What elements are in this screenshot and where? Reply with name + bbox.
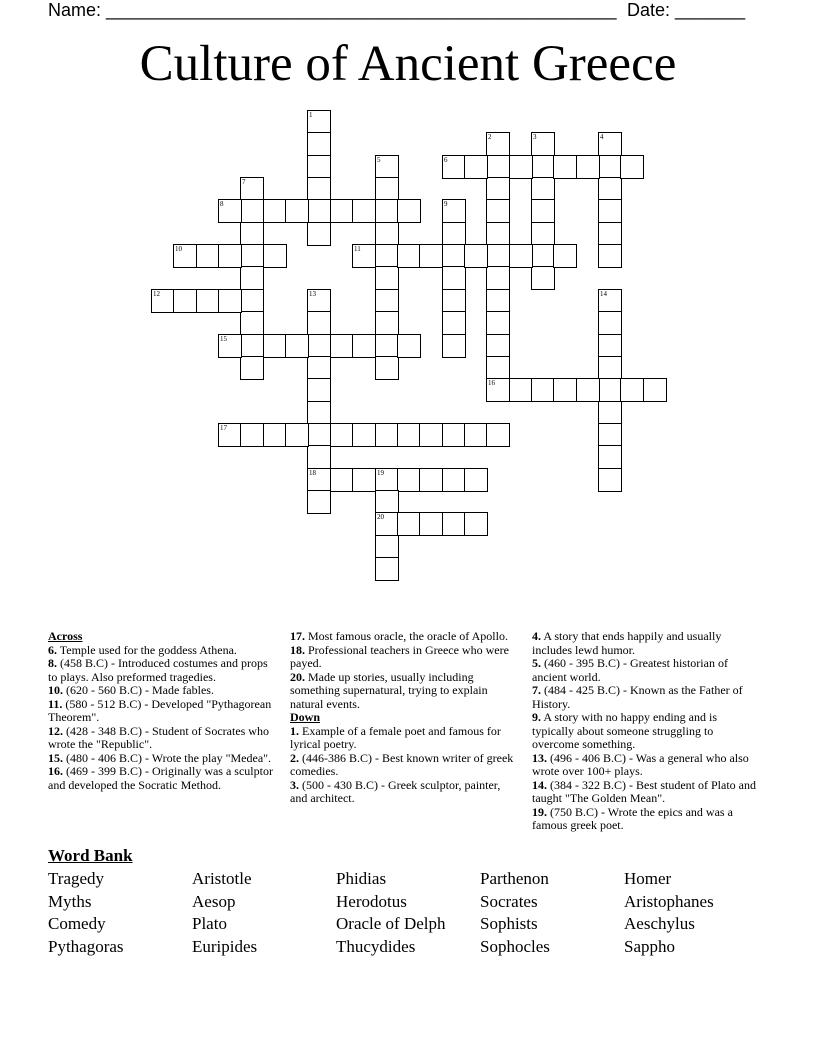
clue-down-4: 4. A story that ends happily and usually includes lewd humor. <box>532 629 722 657</box>
word-bank-item: Myths <box>48 891 92 911</box>
cell-number: 15 <box>220 335 227 343</box>
crossword-cell[interactable] <box>397 199 421 223</box>
clues-column-2 <box>290 630 518 806</box>
crossword-cell[interactable] <box>442 423 466 447</box>
crossword-cell[interactable] <box>218 199 242 223</box>
crossword-cell[interactable] <box>598 132 622 156</box>
word-bank-item: Comedy <box>48 914 106 934</box>
crossword-cell[interactable] <box>307 378 331 402</box>
crossword-cell[interactable] <box>263 199 287 223</box>
crossword-cell[interactable] <box>330 423 354 447</box>
crossword-cell[interactable] <box>240 266 264 290</box>
clue-across-18: 18. Professional teachers in Greece who were payed. <box>290 642 509 670</box>
across-heading: Across <box>48 629 83 643</box>
cell-number: 10 <box>175 245 182 253</box>
crossword-cell[interactable] <box>486 222 510 246</box>
crossword-cell[interactable] <box>240 356 264 380</box>
cell-number: 12 <box>153 290 160 298</box>
crossword-cell[interactable] <box>486 289 510 313</box>
crossword-cell[interactable] <box>509 378 533 402</box>
crossword-cell[interactable] <box>375 266 399 290</box>
crossword-cell[interactable] <box>397 468 421 492</box>
clue-down-13: 13. (496 - 406 B.C) - Was a general who also wrote over 100+ plays. <box>532 750 749 778</box>
cell-number: 18 <box>309 469 316 477</box>
crossword-cell[interactable] <box>240 177 264 201</box>
cell-number: 16 <box>488 379 495 387</box>
crossword-cell[interactable] <box>531 222 555 246</box>
crossword-cell[interactable] <box>442 222 466 246</box>
crossword-cell[interactable] <box>598 401 622 425</box>
crossword-cell[interactable] <box>598 199 622 223</box>
crossword-cell[interactable] <box>196 244 220 268</box>
crossword-cell[interactable] <box>643 378 667 402</box>
crossword-cell[interactable] <box>531 155 555 179</box>
crossword-cell[interactable] <box>442 244 466 268</box>
crossword-cell[interactable] <box>442 468 466 492</box>
crossword-cell[interactable] <box>486 311 510 335</box>
crossword-cell[interactable] <box>598 222 622 246</box>
word-bank-item: Sophists <box>480 914 538 934</box>
crossword-cell[interactable] <box>285 334 309 358</box>
crossword-cell[interactable] <box>375 535 399 559</box>
crossword-cell[interactable] <box>419 423 443 447</box>
crossword-cell[interactable] <box>598 244 622 268</box>
crossword-cell[interactable] <box>375 490 399 514</box>
crossword-cell[interactable] <box>509 155 533 179</box>
crossword-cell[interactable] <box>553 378 577 402</box>
crossword-cell[interactable] <box>218 334 242 358</box>
crossword-cell[interactable] <box>240 222 264 246</box>
crossword-cell[interactable] <box>330 199 354 223</box>
crossword-cell[interactable] <box>307 490 331 514</box>
crossword-cell[interactable] <box>620 378 644 402</box>
crossword-cell[interactable] <box>397 334 421 358</box>
crossword-cell[interactable] <box>307 177 331 201</box>
clue-down-7: 7. (484 - 425 B.C) - Known as the Father of History. <box>532 683 743 711</box>
clue-across-6: 6. Temple used for the goddess Athena. <box>48 642 237 657</box>
clue-down-19: 19. (750 B.C) - Wrote the epics and was a famous greek poet. <box>532 804 733 832</box>
crossword-cell[interactable] <box>375 177 399 201</box>
crossword-cell[interactable] <box>486 266 510 290</box>
cell-number: 17 <box>220 424 227 432</box>
crossword-cell[interactable] <box>307 356 331 380</box>
crossword-cell[interactable] <box>464 155 488 179</box>
word-bank-item: Homer <box>624 869 672 888</box>
cell-number: 9 <box>444 200 448 208</box>
cell-number: 3 <box>533 133 537 141</box>
crossword-cell[interactable] <box>285 423 309 447</box>
cell-number: 6 <box>444 156 448 164</box>
word-bank-item: Aristophanes <box>624 891 714 911</box>
crossword-cell[interactable] <box>375 289 399 313</box>
crossword-cell[interactable] <box>375 423 399 447</box>
crossword-cell[interactable] <box>218 289 242 313</box>
clue-across-16: 16. (469 - 399 B.C) - Originally was a sculptor and developed the Socratic Method. <box>48 764 273 792</box>
crossword-cell[interactable] <box>240 423 264 447</box>
crossword-cell[interactable] <box>375 222 399 246</box>
crossword-cell[interactable] <box>598 468 622 492</box>
cell-number: 1 <box>309 111 313 119</box>
clue-across-17: 17. Most famous oracle, the oracle of Apollo. <box>290 629 508 643</box>
crossword-cell[interactable] <box>553 244 577 268</box>
crossword-cell[interactable] <box>263 244 287 268</box>
word-bank-item: Sappho <box>624 937 675 957</box>
crossword-cell[interactable] <box>375 356 399 380</box>
crossword-cell[interactable] <box>464 468 488 492</box>
crossword-cell[interactable] <box>352 244 376 268</box>
crossword-cell[interactable] <box>598 378 622 402</box>
word-bank-item: Plato <box>192 914 227 934</box>
crossword-cell[interactable] <box>442 289 466 313</box>
word-bank-item: Pythagoras <box>48 937 124 957</box>
crossword-cell[interactable] <box>576 155 600 179</box>
crossword-cell[interactable] <box>419 244 443 268</box>
word-bank <box>48 868 768 959</box>
crossword-cell[interactable] <box>352 199 376 223</box>
crossword-cell[interactable] <box>307 401 331 425</box>
word-bank-item: Aristotle <box>192 869 252 888</box>
crossword-cell[interactable] <box>397 423 421 447</box>
crossword-cell[interactable] <box>375 311 399 335</box>
crossword-cell[interactable] <box>598 177 622 201</box>
cell-number: 7 <box>242 178 246 186</box>
crossword-cell[interactable] <box>486 334 510 358</box>
cell-number: 13 <box>309 290 316 298</box>
crossword-cell[interactable] <box>464 244 488 268</box>
crossword-cell[interactable] <box>375 512 399 536</box>
crossword-cell[interactable] <box>307 334 331 358</box>
crossword-cell[interactable] <box>598 311 622 335</box>
crossword-cell[interactable] <box>151 289 175 313</box>
crossword-cell[interactable] <box>307 468 331 492</box>
crossword-cell[interactable] <box>240 244 264 268</box>
clue-across-15: 15. (480 - 406 B.C) - Wrote the play "Medea". <box>48 750 272 765</box>
name-line: Name: ___________________________________________________ <box>48 0 617 20</box>
clue-across-11: 11. (580 - 512 B.C) - Developed "Pythagorean Theorem". <box>48 696 272 724</box>
clue-down-1: 1. Example of a female poet and famous for lyrical poetry. <box>290 723 501 751</box>
clue-down-2: 2. (446-386 B.C) - Best known writer of greek comedies. <box>290 750 514 778</box>
crossword-cell[interactable] <box>486 423 510 447</box>
crossword-cell[interactable] <box>330 334 354 358</box>
crossword-cell[interactable] <box>598 356 622 380</box>
crossword-cell[interactable] <box>375 334 399 358</box>
crossword-cell[interactable] <box>375 244 399 268</box>
cell-number: 11 <box>354 245 361 253</box>
crossword-cell[interactable] <box>240 334 264 358</box>
crossword-cell[interactable] <box>442 334 466 358</box>
crossword-cell[interactable] <box>464 512 488 536</box>
clue-down-5: 5. (460 - 395 B.C) - Greatest historian of ancient world. <box>532 656 728 684</box>
crossword-cell[interactable] <box>240 289 264 313</box>
crossword-cell[interactable] <box>531 132 555 156</box>
crossword-cell[interactable] <box>307 132 331 156</box>
crossword-cell[interactable] <box>173 289 197 313</box>
crossword-cell[interactable] <box>531 177 555 201</box>
word-bank-item: Parthenon <box>480 869 549 888</box>
crossword-cell[interactable] <box>307 445 331 469</box>
clue-across-10: 10. (620 - 560 B.C) - Made fables. <box>48 683 214 697</box>
word-bank-item: Sophocles <box>480 937 550 957</box>
crossword-cell[interactable] <box>442 266 466 290</box>
crossword-cell[interactable] <box>531 378 555 402</box>
crossword-cell[interactable] <box>553 155 577 179</box>
crossword-cell[interactable] <box>240 199 264 223</box>
crossword-cell[interactable] <box>486 356 510 380</box>
crossword-cell[interactable] <box>442 155 466 179</box>
crossword-cell[interactable] <box>375 557 399 581</box>
crossword-cell[interactable] <box>307 199 331 223</box>
crossword-cell[interactable] <box>576 378 600 402</box>
cell-number: 19 <box>377 469 384 477</box>
crossword-cell[interactable] <box>196 289 220 313</box>
crossword-cell[interactable] <box>531 199 555 223</box>
word-bank-item: Aesop <box>192 891 236 911</box>
clue-across-12: 12. (428 - 348 B.C) - Student of Socrates who wrote the "Republic". <box>48 723 269 751</box>
crossword-cell[interactable] <box>531 244 555 268</box>
crossword-cell[interactable] <box>352 334 376 358</box>
clues-column-1 <box>48 630 276 792</box>
crossword-cell[interactable] <box>375 468 399 492</box>
cell-number: 14 <box>600 290 607 298</box>
down-heading: Down <box>290 710 321 724</box>
word-bank-item: Aeschylus <box>624 914 695 934</box>
crossword-cell[interactable] <box>307 311 331 335</box>
word-bank-item: Tragedy <box>48 869 105 888</box>
crossword-cell[interactable] <box>598 423 622 447</box>
cell-number: 2 <box>488 133 492 141</box>
crossword-cell[interactable] <box>464 423 488 447</box>
crossword-cell[interactable] <box>442 311 466 335</box>
cell-number: 8 <box>220 200 224 208</box>
date-line: Date: _______ <box>627 0 746 20</box>
crossword-cell[interactable] <box>307 222 331 246</box>
crossword-cell[interactable] <box>419 512 443 536</box>
crossword-cell[interactable] <box>486 378 510 402</box>
crossword-cell[interactable] <box>442 512 466 536</box>
crossword-cell[interactable] <box>620 155 644 179</box>
crossword-cell[interactable] <box>397 244 421 268</box>
cell-number: 20 <box>377 513 384 521</box>
crossword-cell[interactable] <box>285 199 309 223</box>
crossword-cell[interactable] <box>218 423 242 447</box>
clues-column-3 <box>532 630 760 833</box>
clue-across-8: 8. (458 B.C) - Introduced costumes and props to plays. Also preformed tragedies. <box>48 656 268 684</box>
crossword-cell[interactable] <box>598 155 622 179</box>
crossword-cell[interactable] <box>509 244 533 268</box>
crossword-cell[interactable] <box>263 423 287 447</box>
crossword-cell[interactable] <box>307 289 331 313</box>
crossword-cell[interactable] <box>173 244 197 268</box>
crossword-cell[interactable] <box>240 311 264 335</box>
crossword-cell[interactable] <box>330 468 354 492</box>
word-bank-title: Word Bank <box>48 846 133 865</box>
clue-across-20: 20. Made up stories, usually including something supernatural, trying to explain natural events. <box>290 669 488 711</box>
crossword-cell[interactable] <box>419 468 443 492</box>
crossword-cell[interactable] <box>352 468 376 492</box>
crossword-cell[interactable] <box>486 177 510 201</box>
cell-number: 5 <box>377 156 381 164</box>
word-bank-item: Socrates <box>480 891 538 911</box>
crossword-cell[interactable] <box>307 155 331 179</box>
cell-number: 4 <box>600 133 604 141</box>
word-bank-item: Euripides <box>192 937 258 957</box>
crossword-cell[interactable] <box>531 266 555 290</box>
crossword-cell[interactable] <box>352 423 376 447</box>
word-bank-item: Herodotus <box>336 891 407 911</box>
crossword-cell[interactable] <box>486 132 510 156</box>
page-title: Culture of Ancient Greece <box>139 36 677 92</box>
crossword-cell[interactable] <box>218 244 242 268</box>
word-bank-item: Phidias <box>336 869 387 888</box>
crossword-cell[interactable] <box>263 334 287 358</box>
crossword-cell[interactable] <box>486 199 510 223</box>
crossword-cell[interactable] <box>598 334 622 358</box>
crossword-cell[interactable] <box>598 445 622 469</box>
clue-down-3: 3. (500 - 430 B.C) - Greek sculptor, painter, and architect. <box>290 777 501 805</box>
word-bank-item: Thucydides <box>336 937 416 957</box>
crossword-cell[interactable] <box>397 512 421 536</box>
crossword-cell[interactable] <box>442 199 466 223</box>
word-bank-item: Oracle of Delph <box>336 914 446 934</box>
crossword-cell[interactable] <box>598 289 622 313</box>
crossword-cell[interactable] <box>486 244 510 268</box>
crossword-cell[interactable] <box>486 155 510 179</box>
crossword-cell[interactable] <box>375 155 399 179</box>
crossword-cell[interactable] <box>307 423 331 447</box>
crossword-cell[interactable] <box>307 110 331 134</box>
crossword-cell[interactable] <box>375 199 399 223</box>
clue-down-14: 14. (384 - 322 B.C) - Best student of Plato and taught "The Golden Mean". <box>532 777 756 805</box>
clue-down-9: 9. A story with no happy ending and is typically about someone struggling to overcome something. <box>532 710 717 751</box>
